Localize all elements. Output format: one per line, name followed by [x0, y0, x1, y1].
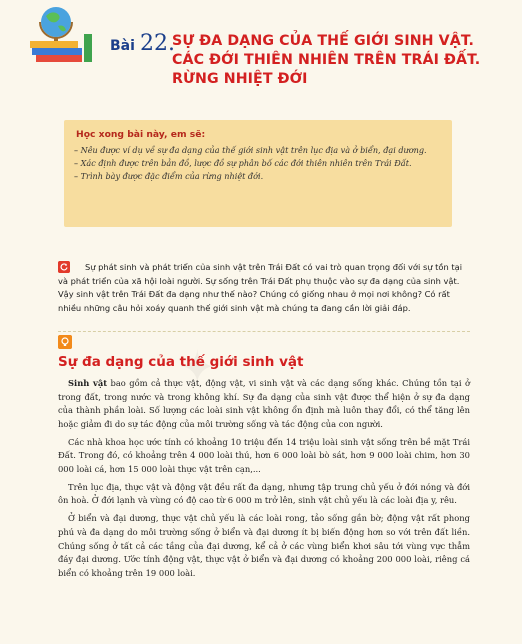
section-title: Sự đa dạng của thế giới sinh vật — [58, 354, 304, 370]
globe-books-illustration — [26, 4, 96, 68]
lesson-prefix: Bài — [110, 38, 135, 54]
body-paragraph: Trên lục địa, thực vật và động vật đều rất đa dạng, nhưng tập trung chủ yếu ở đới nóng và đới ôn hoà. Ở đới lạnh và vùng có độ cao từ 6 000 m trở lên, sinh vật chủ yếu là các loài địa y, rêu. — [58, 481, 470, 506]
lesson-number — [110, 31, 175, 56]
objectives-heading: Học xong bài này, em sẽ: — [76, 129, 206, 140]
section-body — [58, 377, 470, 585]
objectives-list — [72, 144, 444, 184]
body-paragraph — [58, 377, 470, 431]
objective-item: – Xác định được trên bản đồ, lược đồ sự phân bố các đới thiên nhiên trên Trái Đất. — [74, 158, 412, 169]
lesson-number-value: 22. — [140, 31, 176, 56]
lightbulb-icon — [58, 335, 72, 349]
bold-term: Sinh vật — [68, 378, 108, 388]
lesson-header — [0, 0, 522, 105]
body-paragraph: Ở biển và đại dương, thực vật chủ yếu là các loài rong, tảo sống gần bờ; động vật rất phong phú và đa dạng do môi trường sống ở biển và đại dương ít bị biến động hơn so với trên đất liền. Chúng sống ở tất cả các tầng của đại dương, kể cả ở các vùng biển khơi sâu tới vùng vực thẳm đáy đại dương. Ước tính động vật, thực vật ở biển và đại dương có khoảng 200 000 loài, riêng cá biển có khoảng trên 19 000 loài. — [58, 513, 470, 578]
restart-icon — [58, 261, 70, 273]
objective-item: – Trình bày được đặc điểm của rừng nhiệt đới. — [74, 171, 264, 182]
section-divider — [58, 331, 470, 332]
paragraph-text: bao gồm cả thực vật, động vật, vi sinh vật và các dạng sống khác. Chúng tồn tại ở trong đất, trong nước và trong không khí. Sự đa dạng của sinh vật được thể hiện ở sự đa dạng của thành phần loài. Số lượng các loài sinh vật không ổn định mà luôn thay đổi, có thể tăng lên hoặc giảm đi do sự tác động của môi trường sống và tác động của con người. — [58, 378, 470, 429]
objective-item: – Nêu được ví dụ về sự đa dạng của thế giới sinh vật trên lục địa và ở biển, đại dương. — [74, 145, 427, 155]
intro-paragraph: Sự phát sinh và phát triển của sinh vật trên Trái Đất có vai trò quan trọng đối với sự tồn tại và phát triển của xã hội loài người. Sự sống trên Trái Đất phụ thuộc vào sự đa dạng của sinh vật. Vậy sinh vật trên Trái Đất đa dạng như thế nào? Chúng có giống nhau ở mọi nơi không? Có rất nhiều những câu hỏi xoáy quanh thế giới sinh vật mà chúng ta đang cần lời giải đáp. — [58, 262, 463, 313]
watermark: ✦ — [178, 340, 219, 394]
lesson-title: SỰ ĐA DẠNG CỦA THẾ GIỚI SINH VẬT. CÁC ĐỚI THIÊN NHIÊN TRÊN TRÁI ĐẤT. RỪNG NHIỆT ĐỚI — [172, 33, 481, 87]
body-paragraph: Các nhà khoa học ước tính có khoảng 10 triệu đến 14 triệu loài sinh vật sống trên bề mặt Trái Đất. Trong đó, có khoảng trên 4 000 loài thú, hơn 6 000 loài bò sát, hơn 9 000 loài chim, hơn 30 000 loài cá, hơn 15 000 loài thực vật trên cạn,... — [58, 436, 470, 474]
learning-objectives-box — [64, 120, 452, 227]
